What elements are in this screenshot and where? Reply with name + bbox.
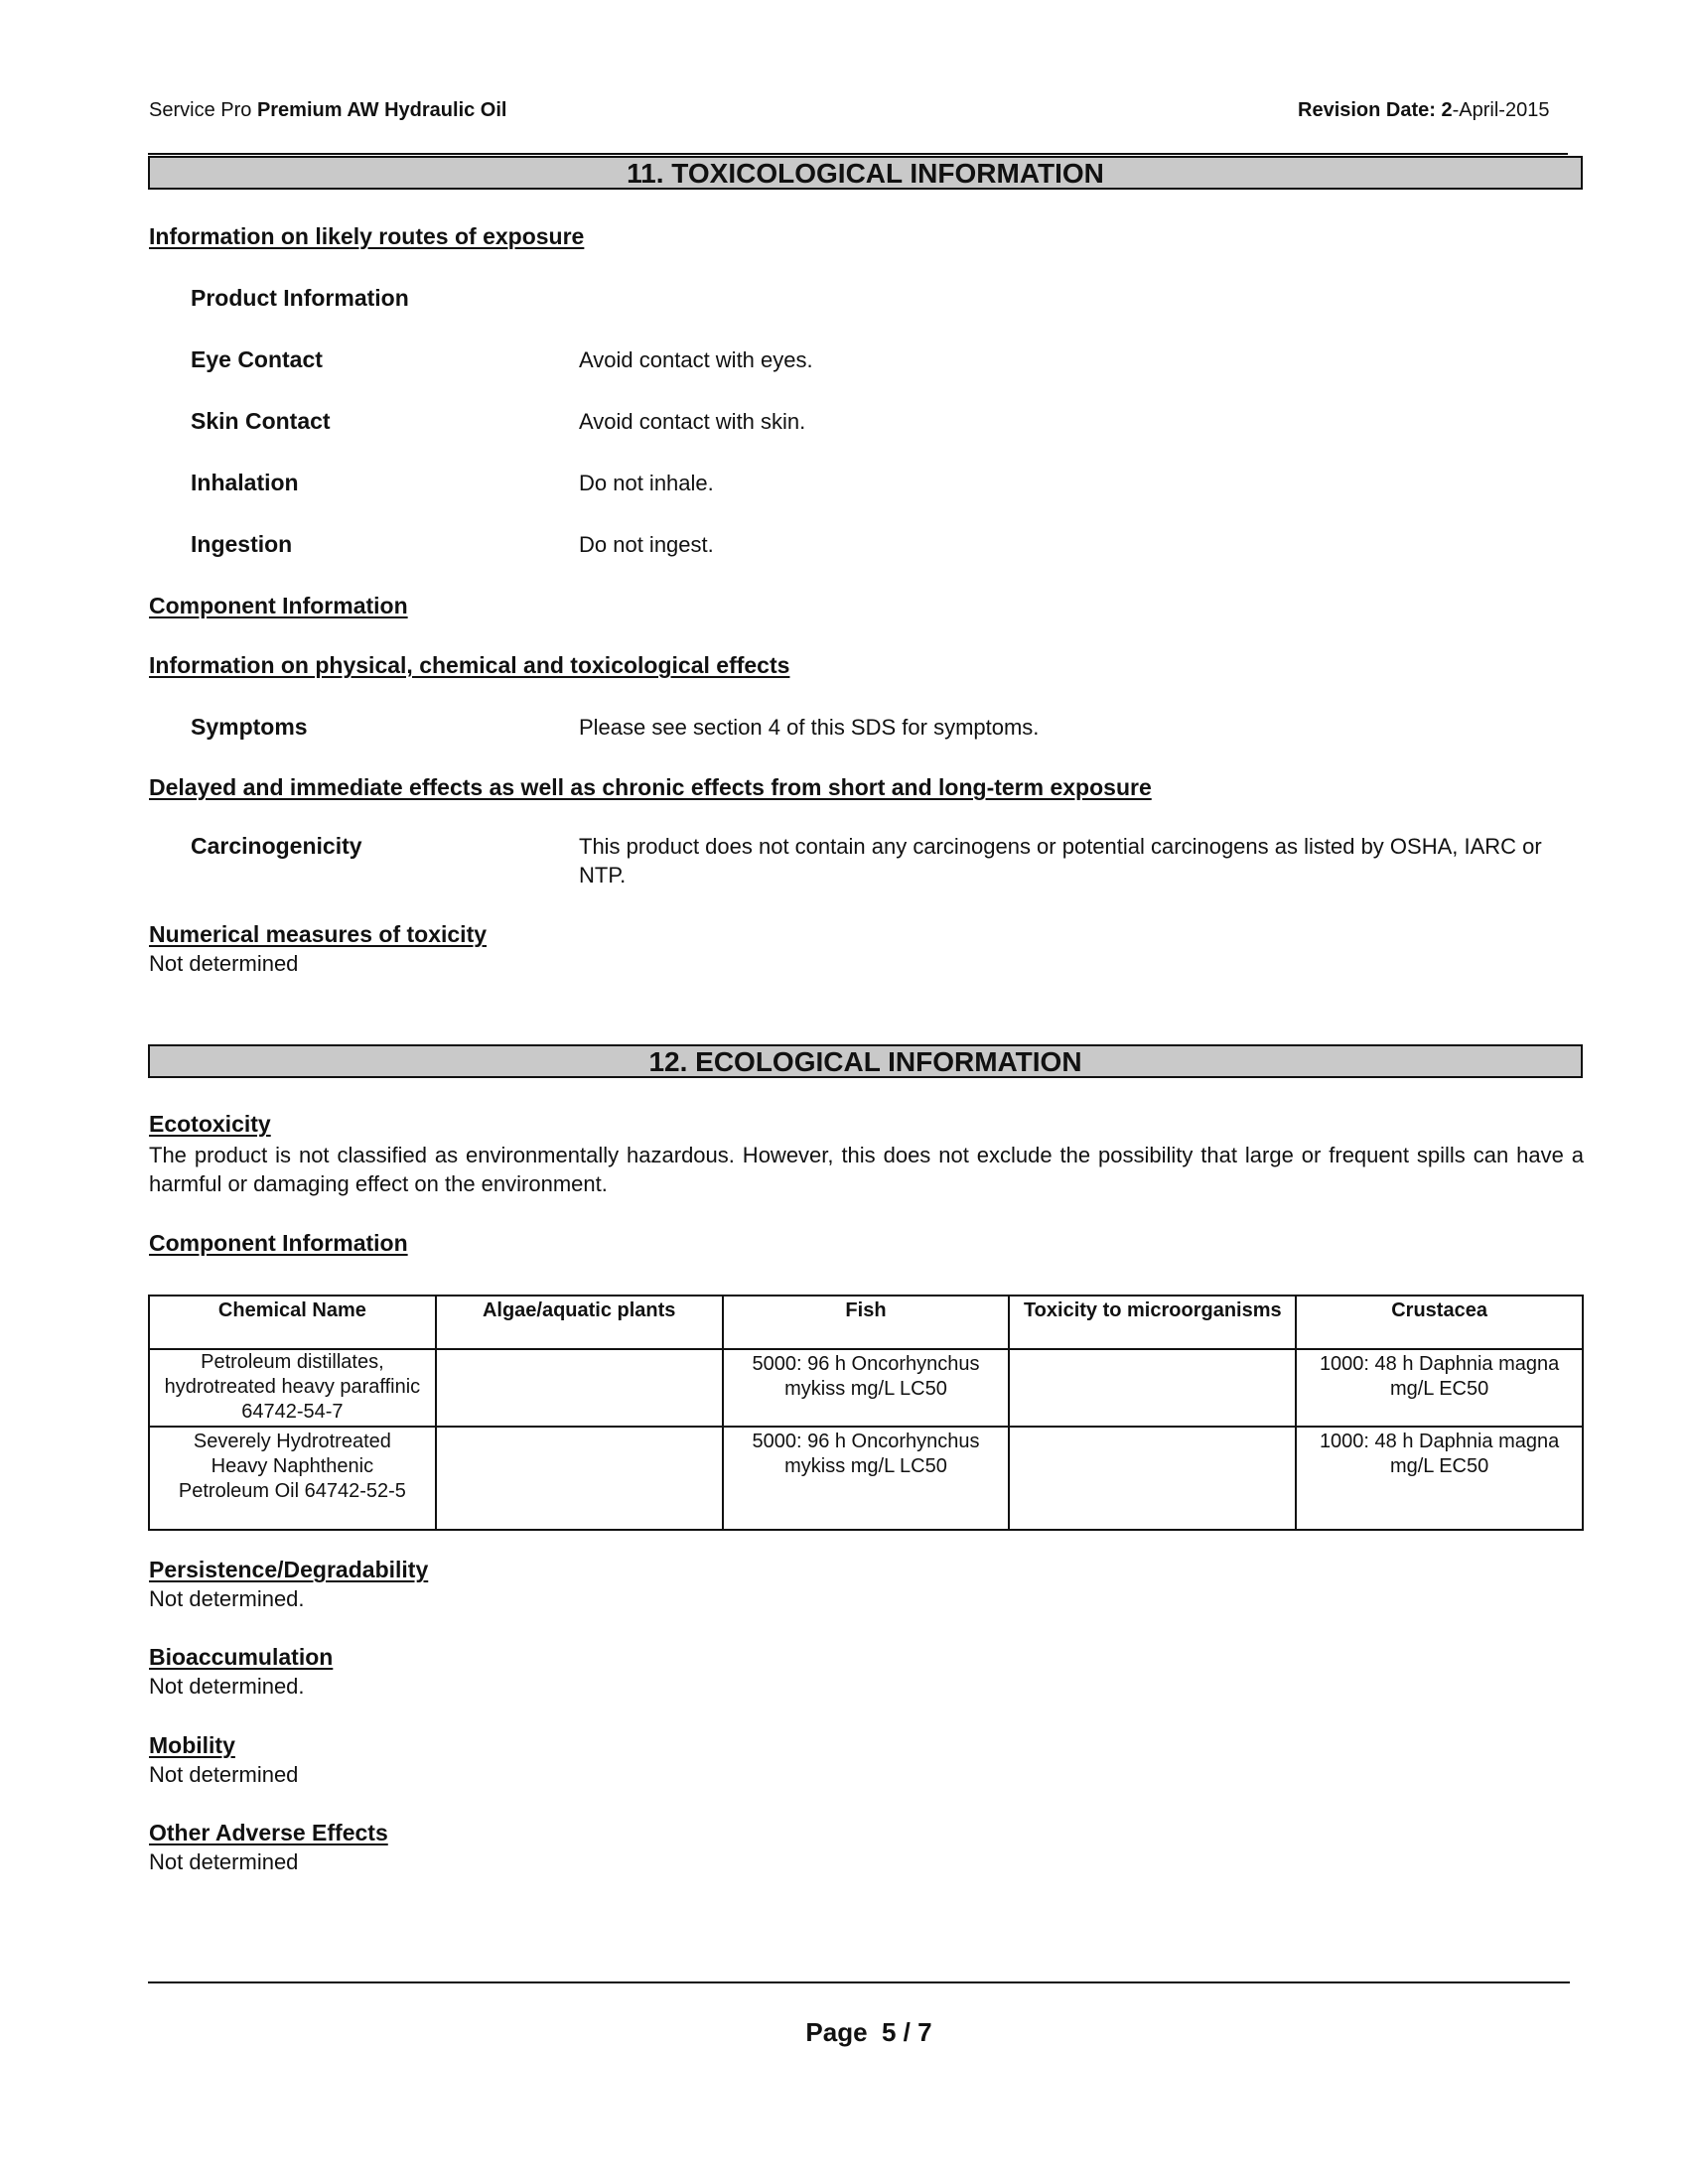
- col-chemical-name: Chemical Name: [149, 1296, 436, 1349]
- cell-chemical: Severely Hydrotreated Heavy Naphthenic Petroleum Oil 64742-52-5: [149, 1427, 436, 1530]
- table-row: [149, 1427, 1583, 1530]
- page-number: [0, 2017, 1688, 2048]
- carcinogenicity-label: Carcinogenicity: [191, 833, 362, 859]
- symptoms-label: Symptoms: [191, 714, 308, 740]
- component-info-heading: Component Information: [149, 593, 408, 618]
- other-effects-heading: Other Adverse Effects: [149, 1820, 388, 1845]
- ecotoxicity-heading: Ecotoxicity: [149, 1111, 271, 1137]
- product-info-label: Product Information: [191, 285, 409, 311]
- cell-crustacea: 1000: 48 h Daphnia magna mg/L EC50: [1296, 1349, 1583, 1427]
- table-header-row: [149, 1296, 1583, 1349]
- mobility-heading: Mobility: [149, 1732, 235, 1758]
- footer-divider: [148, 1981, 1570, 1983]
- eco-component-table: [148, 1295, 1584, 1531]
- eco-component-heading: Component Information: [149, 1230, 408, 1256]
- col-fish: Fish: [723, 1296, 1010, 1349]
- section-12-title: 12. ECOLOGICAL INFORMATION: [148, 1044, 1583, 1078]
- bioaccumulation-heading: Bioaccumulation: [149, 1644, 334, 1670]
- ingestion-value: Do not ingest.: [579, 532, 714, 557]
- skin-contact-value: Avoid contact with skin.: [579, 409, 806, 434]
- page-count: 5 / 7: [882, 2017, 932, 2047]
- cell-fish: 5000: 96 h Oncorhynchus mykiss mg/L LC50: [723, 1427, 1010, 1530]
- cell-chemical: Petroleum distillates, hydrotreated heavy paraffinic 64742-54-7: [149, 1349, 436, 1427]
- inhalation-value: Do not inhale.: [579, 471, 714, 495]
- revision-date: [1298, 99, 1549, 122]
- col-crustacea: Crustacea: [1296, 1296, 1583, 1349]
- cell-micro: [1009, 1349, 1296, 1427]
- routes-heading: Information on likely routes of exposure: [149, 223, 585, 249]
- eye-contact-label: Eye Contact: [191, 346, 323, 372]
- delayed-effects-heading: Delayed and immediate effects as well as chronic effects from short and long-term exposure: [149, 774, 1152, 800]
- brand-name: Service Pro: [149, 99, 252, 121]
- carcinogenicity-value: This product does not contain any carcinogens or potential carcinogens as listed by OSHA, IARC or NTP.: [579, 834, 1542, 887]
- col-microorganisms: Toxicity to microorganisms: [1009, 1296, 1296, 1349]
- ingestion-label: Ingestion: [191, 531, 293, 557]
- other-effects-value: Not determined: [149, 1849, 299, 1874]
- col-algae: Algae/aquatic plants: [436, 1296, 723, 1349]
- inhalation-label: Inhalation: [191, 470, 299, 495]
- document-header-product: [149, 99, 506, 122]
- cell-algae: [436, 1349, 723, 1427]
- numerical-toxicity-heading: Numerical measures of toxicity: [149, 921, 488, 947]
- cell-micro: [1009, 1427, 1296, 1530]
- effects-heading: Information on physical, chemical and toxicological effects: [149, 652, 790, 678]
- cell-fish: 5000: 96 h Oncorhynchus mykiss mg/L LC50: [723, 1349, 1010, 1427]
- revision-month-year: -April-2015: [1452, 99, 1550, 121]
- numerical-toxicity-value: Not determined: [149, 951, 299, 976]
- revision-label: Revision Date:: [1298, 99, 1436, 121]
- persistence-heading: Persistence/Degradability: [149, 1557, 429, 1582]
- eye-contact-value: Avoid contact with eyes.: [579, 347, 813, 372]
- page-label: Page: [805, 2017, 868, 2047]
- table-row: [149, 1349, 1583, 1427]
- symptoms-value: Please see section 4 of this SDS for symptoms.: [579, 715, 1040, 740]
- bioaccumulation-value: Not determined.: [149, 1674, 305, 1699]
- skin-contact-label: Skin Contact: [191, 408, 331, 434]
- persistence-value: Not determined.: [149, 1586, 305, 1611]
- cell-crustacea: 1000: 48 h Daphnia magna mg/L EC50: [1296, 1427, 1583, 1530]
- product-name: Premium AW Hydraulic Oil: [256, 99, 507, 121]
- revision-day: 2: [1441, 99, 1453, 121]
- mobility-value: Not determined: [149, 1762, 299, 1787]
- cell-algae: [436, 1427, 723, 1530]
- ecotoxicity-text: The product is not classified as environmentally hazardous. However, this does not exclude the possibility that large or frequent spills can have a harmful or damaging effect on the environment.: [149, 1143, 1584, 1196]
- section-11-topline: [148, 153, 1568, 155]
- section-11-title: 11. TOXICOLOGICAL INFORMATION: [148, 156, 1583, 190]
